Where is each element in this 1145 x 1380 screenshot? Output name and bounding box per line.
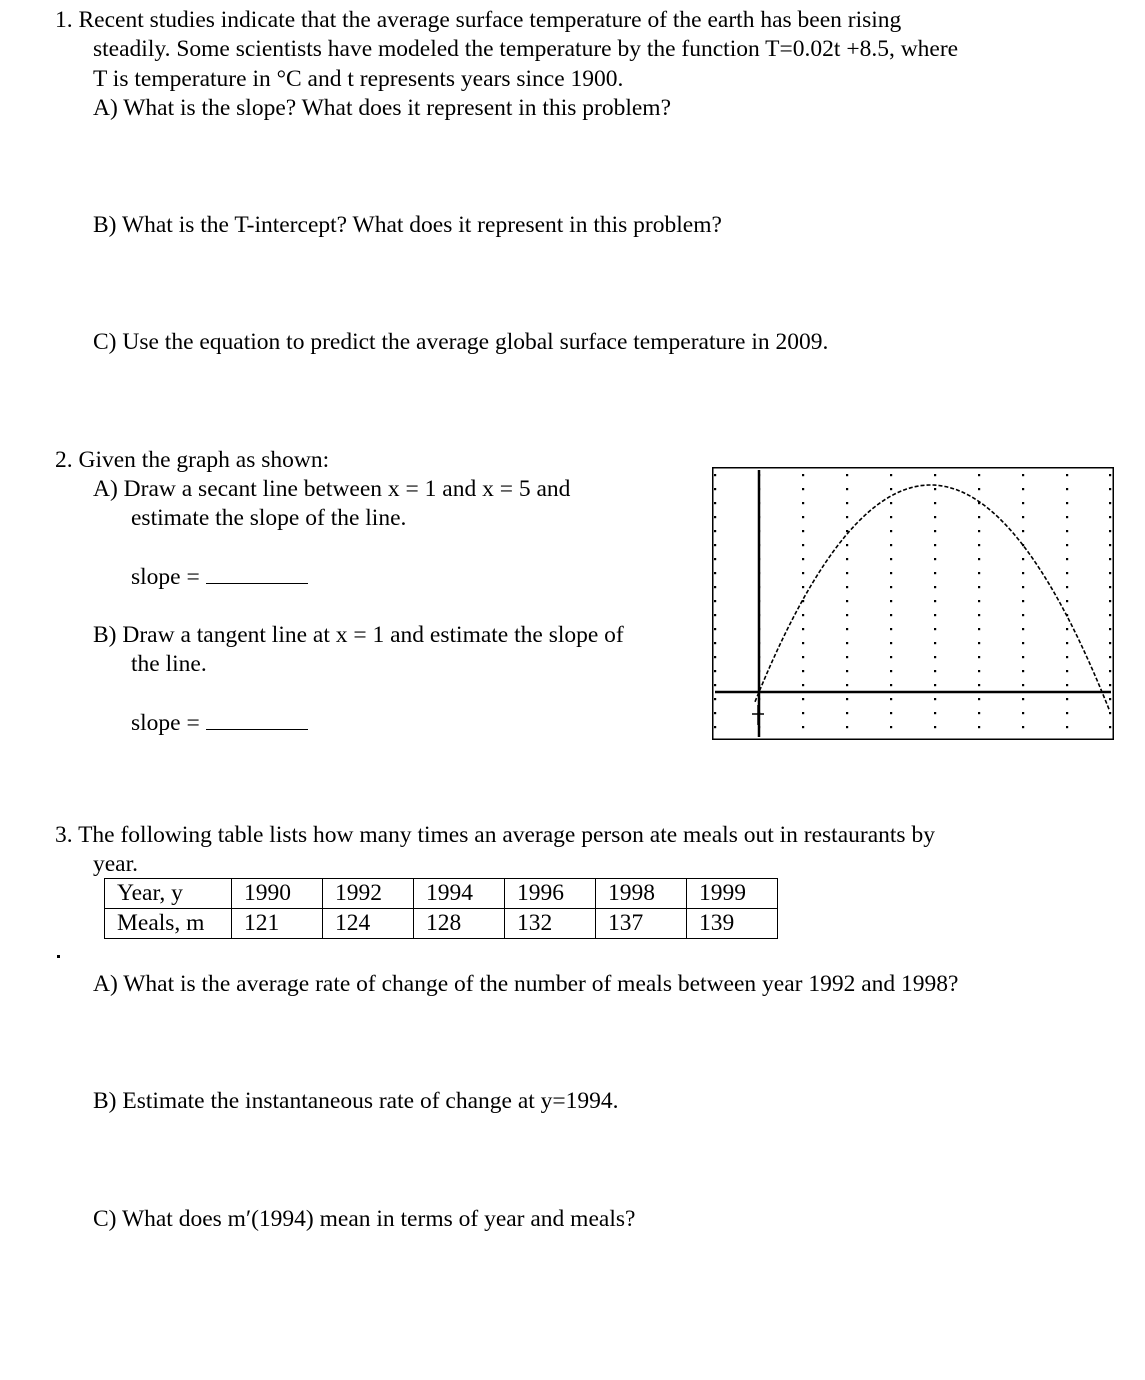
grid-dot: [934, 516, 936, 518]
grid-dot: [1109, 628, 1111, 630]
grid-dot: [714, 712, 716, 714]
q2-part-a-line-2: estimate the slope of the line.: [131, 505, 407, 531]
grid-dot: [802, 684, 804, 686]
table-cell: 1996: [505, 879, 596, 909]
grid-dot: [714, 530, 716, 532]
grid-dot: [714, 502, 716, 504]
grid-dot: [978, 642, 980, 644]
grid-dot: [1066, 600, 1068, 602]
parabola-graph: [712, 467, 1114, 740]
grid-dot: [846, 698, 848, 700]
grid-dot: [846, 642, 848, 644]
grid-dot: [978, 726, 980, 728]
q1-line-2: steadily. Some scientists have modeled the temperature by the function T=0.02t +8.5, where: [93, 36, 959, 62]
grid-dot: [890, 530, 892, 532]
grid-dot: [1022, 712, 1024, 714]
grid-dot: [714, 600, 716, 602]
grid-dot: [934, 544, 936, 546]
grid-dot: [1066, 502, 1068, 504]
grid-dot: [1066, 530, 1068, 532]
grid-dot: [978, 628, 980, 630]
grid-dot: [1109, 572, 1111, 574]
grid-dot: [714, 614, 716, 616]
grid-dot: [846, 586, 848, 588]
grid-dot: [846, 628, 848, 630]
grid-dot: [714, 586, 716, 588]
grid-dot: [890, 628, 892, 630]
grid-dot: [978, 586, 980, 588]
q1-line-1: 1. Recent studies indicate that the average surface temperature of the earth has been rising: [55, 7, 902, 33]
stray-dot: [57, 955, 60, 958]
grid-dot: [934, 558, 936, 560]
grid-dot: [714, 698, 716, 700]
grid-dot: [1109, 488, 1111, 490]
table-cell: 1999: [687, 879, 778, 909]
row-header-meals: Meals, m: [105, 909, 232, 939]
grid-dot: [978, 572, 980, 574]
grid-dot: [1022, 726, 1024, 728]
grid-dot: [934, 530, 936, 532]
grid-dot: [978, 670, 980, 672]
grid-dot: [714, 642, 716, 644]
grid-dot: [802, 558, 804, 560]
slope-label: slope =: [131, 564, 200, 590]
grid-dot: [802, 670, 804, 672]
grid-dot: [1022, 642, 1024, 644]
grid-dot: [846, 684, 848, 686]
table-cell: 1994: [414, 879, 505, 909]
grid-dot: [714, 544, 716, 546]
slope-label: slope =: [131, 710, 200, 736]
grid-dot: [890, 586, 892, 588]
grid-dot: [1022, 530, 1024, 532]
grid-dot: [978, 600, 980, 602]
row-header-year: Year, y: [105, 879, 232, 909]
grid-dot: [846, 726, 848, 728]
q3-part-b: B) Estimate the instantaneous rate of change at y=1994.: [93, 1088, 619, 1114]
grid-dot: [1022, 656, 1024, 658]
grid-dot: [890, 558, 892, 560]
grid-dot: [978, 614, 980, 616]
x-axis-ticks: [752, 705, 764, 725]
table-cell: 1998: [596, 879, 687, 909]
q1-part-a: A) What is the slope? What does it represent in this problem?: [93, 95, 671, 121]
table-cell: 1992: [323, 879, 414, 909]
grid-dot: [1109, 684, 1111, 686]
grid-dot: [978, 558, 980, 560]
q3-line-2: year.: [93, 851, 139, 877]
q1-part-c: C) Use the equation to predict the average global surface temperature in 2009.: [93, 329, 829, 355]
grid-dot: [1109, 642, 1111, 644]
grid-dot: [714, 628, 716, 630]
grid-dot: [1109, 656, 1111, 658]
grid-dot: [802, 474, 804, 476]
grid-dot: [846, 656, 848, 658]
grid-dot: [802, 544, 804, 546]
grid-dot: [802, 614, 804, 616]
grid-dot: [802, 516, 804, 518]
grid-dot: [1109, 516, 1111, 518]
q3-part-a: A) What is the average rate of change of the number of meals between year 1992 and 1998?: [93, 971, 959, 997]
grid-dot: [934, 726, 936, 728]
grid-dot: [1066, 544, 1068, 546]
grid-dot: [978, 712, 980, 714]
table-cell: 139: [687, 909, 778, 939]
grid-dot: [890, 656, 892, 658]
grid-dot: [1066, 488, 1068, 490]
grid-dot: [934, 586, 936, 588]
q1-line-3: T is temperature in °C and t represents years since 1900.: [93, 66, 624, 92]
grid-dot: [1066, 656, 1068, 658]
grid-dot: [978, 544, 980, 546]
grid-dot: [1066, 684, 1068, 686]
grid-dot: [934, 474, 936, 476]
graph-border: [713, 468, 1114, 740]
grid-dot: [978, 656, 980, 658]
grid-dot: [978, 516, 980, 518]
grid-dot: [1109, 544, 1111, 546]
grid-dot: [1066, 726, 1068, 728]
grid-dot: [890, 670, 892, 672]
slope-answer-blank[interactable]: [206, 565, 308, 584]
grid-dot: [802, 572, 804, 574]
grid-dot: [1022, 684, 1024, 686]
grid-dot: [1066, 516, 1068, 518]
grid-dot: [1066, 698, 1068, 700]
grid-dot: [890, 642, 892, 644]
grid-dot: [714, 656, 716, 658]
table-cell: 137: [596, 909, 687, 939]
grid-dot: [978, 530, 980, 532]
grid-dot: [978, 488, 980, 490]
q2-part-a-line-1: A) Draw a secant line between x = 1 and x = 5 and: [93, 476, 571, 502]
grid-dot: [802, 586, 804, 588]
grid-dot: [714, 684, 716, 686]
grid-dot: [934, 502, 936, 504]
grid-dot: [890, 488, 892, 490]
q2-part-b-line-2: the line.: [131, 651, 207, 677]
grid-dot: [1109, 712, 1111, 714]
grid-dot: [1066, 712, 1068, 714]
grid-dot: [934, 628, 936, 630]
grid-dot: [1109, 586, 1111, 588]
grid-dot: [846, 600, 848, 602]
grid-dot: [846, 712, 848, 714]
grid-dot: [1066, 642, 1068, 644]
grid-dot: [846, 516, 848, 518]
grid-dot: [846, 488, 848, 490]
grid-dot: [714, 516, 716, 518]
grid-dot: [846, 474, 848, 476]
grid-dot: [1066, 586, 1068, 588]
grid-dot: [846, 614, 848, 616]
grid-dot: [1109, 474, 1111, 476]
q2-part-b-slope: [131, 711, 308, 736]
grid-dot: [1022, 628, 1024, 630]
grid-dot: [934, 572, 936, 574]
grid-dot: [1066, 558, 1068, 560]
grid-dot: [934, 698, 936, 700]
grid-dot: [890, 572, 892, 574]
q1-part-b: B) What is the T-intercept? What does it represent in this problem?: [93, 212, 722, 238]
grid-dot: [1022, 488, 1024, 490]
grid-dot: [890, 474, 892, 476]
table-cell: 132: [505, 909, 596, 939]
grid-dot: [1109, 614, 1111, 616]
grid-dot: [934, 600, 936, 602]
grid-dot: [934, 712, 936, 714]
grid-dot: [714, 670, 716, 672]
grid-dot: [1109, 530, 1111, 532]
grid-dot: [890, 516, 892, 518]
slope-answer-blank[interactable]: [206, 711, 308, 730]
grid-dot: [890, 600, 892, 602]
grid-dot: [1022, 474, 1024, 476]
grid-dot: [1022, 516, 1024, 518]
grid-dot: [1066, 474, 1068, 476]
grid-dot: [1066, 628, 1068, 630]
grid-dot: [1022, 698, 1024, 700]
grid-dot: [1022, 600, 1024, 602]
grid-dot: [1022, 558, 1024, 560]
grid-dot: [890, 684, 892, 686]
grid-dot: [714, 572, 716, 574]
table-row: [105, 909, 778, 939]
grid-dot: [802, 712, 804, 714]
grid-dot: [978, 474, 980, 476]
grid-dot: [1022, 586, 1024, 588]
grid-dot: [1109, 600, 1111, 602]
q3-part-c: C) What does m′(1994) mean in terms of year and meals?: [93, 1206, 636, 1232]
grid-dot: [890, 698, 892, 700]
grid-dot: [802, 642, 804, 644]
grid-dot: [802, 502, 804, 504]
grid-dot: [934, 614, 936, 616]
grid-dot: [1109, 502, 1111, 504]
parabola-curve: [755, 485, 1109, 709]
grid-dot: [1022, 670, 1024, 672]
grid-dot: [890, 726, 892, 728]
grid-dot: [890, 614, 892, 616]
grid-dot: [714, 726, 716, 728]
grid-dot: [846, 502, 848, 504]
grid-dot: [1066, 670, 1068, 672]
grid-dot: [1022, 502, 1024, 504]
grid-dot: [978, 698, 980, 700]
grid-dot: [1109, 670, 1111, 672]
grid-dot: [802, 656, 804, 658]
grid-dot: [890, 712, 892, 714]
grid-dot: [1066, 572, 1068, 574]
table-cell: 121: [232, 909, 323, 939]
q2-intro: 2. Given the graph as shown:: [55, 447, 330, 473]
grid-dot: [1109, 698, 1111, 700]
grid-dot: [1022, 614, 1024, 616]
grid-dot: [1022, 572, 1024, 574]
grid-dot: [934, 684, 936, 686]
grid-dot: [846, 558, 848, 560]
grid-dot: [802, 530, 804, 532]
grid-dot: [802, 628, 804, 630]
grid-dot: [934, 656, 936, 658]
grid-dots: [714, 474, 1111, 728]
grid-dot: [802, 698, 804, 700]
grid-dot: [802, 488, 804, 490]
meals-table: [104, 878, 778, 939]
q2-part-b-line-1: B) Draw a tangent line at x = 1 and estimate the slope of: [93, 622, 624, 648]
grid-dot: [846, 572, 848, 574]
grid-dot: [934, 670, 936, 672]
grid-dot: [1109, 726, 1111, 728]
grid-dot: [1109, 558, 1111, 560]
q2-part-a-slope: [131, 565, 308, 590]
table-row: [105, 879, 778, 909]
table-cell: 1990: [232, 879, 323, 909]
grid-dot: [714, 558, 716, 560]
grid-dot: [802, 726, 804, 728]
grid-dot: [934, 642, 936, 644]
grid-dot: [934, 488, 936, 490]
table-cell: 128: [414, 909, 505, 939]
grid-dot: [890, 544, 892, 546]
grid-dot: [714, 488, 716, 490]
q3-line-1: 3. The following table lists how many times an average person ate meals out in restaurants by: [55, 822, 935, 848]
grid-dot: [846, 544, 848, 546]
table-cell: 124: [323, 909, 414, 939]
grid-dot: [978, 684, 980, 686]
grid-dot: [714, 474, 716, 476]
grid-dot: [846, 670, 848, 672]
grid-dot: [890, 502, 892, 504]
